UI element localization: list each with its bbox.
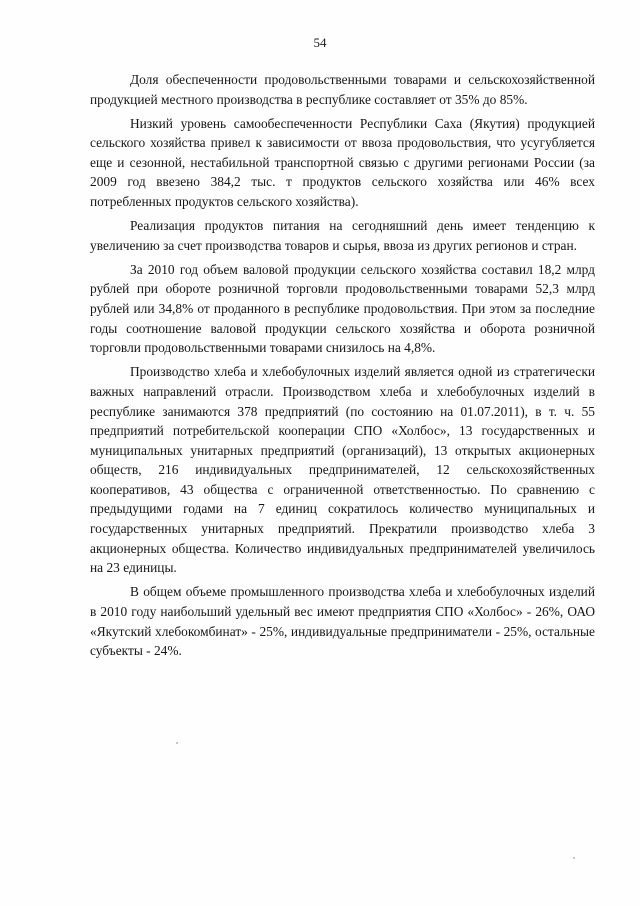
paragraph-self-sufficiency: Низкий уровень самообеспеченности Республики Саха (Якутия) продукцией сельского хозяйства привел к зависимости от ввоза продовольствия, что усугубляется еще и сезонной, нестабильной транспортной связью с другими регионами России (за 2009 год ввезено 384,2 тыс. т продуктов сельского хозяйства или 46% всех потребленных продуктов сельского хозяйства). (90, 115, 595, 210)
paragraph-2010-agricultural-output: За 2010 год объем валовой продукции сельского хозяйства составил 18,2 млрд рублей при обороте розничной торговли продовольственными товарами 52,3 млрд рублей или 34,8% от проданного в республике продовольствия. При этом за последние годы соотношение валовой продукции сельского хозяйства и оборота розничной торговли продовольственными товарами снизилось на 4,8%. (90, 261, 595, 356)
paragraph-bread-market-shares: В общем объеме промышленного производства хлеба и хлебобулочных изделий в 2010 году наибольший удельный вес имеют предприятия СПО «Холбос» - 26%, ОАО «Якутский хлебокомбинат» - 25%, индивидуальные предприниматели - 25%, остальные субъекты - 24%. (90, 584, 595, 659)
page-number: 54 (313, 35, 327, 50)
paragraph-food-supply-share: Доля обеспеченности продовольственными товарами и сельскохозяйственной продукцией местного производства в республике составляет от 35% до 85%. (90, 72, 595, 107)
paragraph-food-sales-trend: Реализация продуктов питания на сегодняшний день имеет тенденцию к увеличению за счет производства товаров и сырья, ввоза из других регионов и стран. (90, 218, 595, 253)
scan-speck (176, 742, 178, 744)
scan-speck (573, 857, 575, 859)
paragraph-bread-production: Производство хлеба и хлебобулочных изделий является одной из стратегически важных направлений отрасли. Производством хлеба и хлебобулочных изделий в республике занимаются 378 предприятий (по состоянию на 01.07.2011), в т. ч. 55 предприятий потребительской кооперации СПО «Холбос», 13 государственных и муниципальных унитарных предприятий (организаций), 13 открытых акционерных обществ, 216 индивидуальных предпринимателей, 12 сельскохозяйственных кооперативов, 43 общества с ограниченной ответственностью. По сравнению с предыдущими годами на 7 единиц сократилось количество муниципальных и государственных унитарных предприятий. Прекратили производство хлеба 3 акционерных общества. Количество индивидуальных предпринимателей увеличилось на 23 единицы. (90, 364, 595, 576)
document-body (90, 70, 595, 665)
